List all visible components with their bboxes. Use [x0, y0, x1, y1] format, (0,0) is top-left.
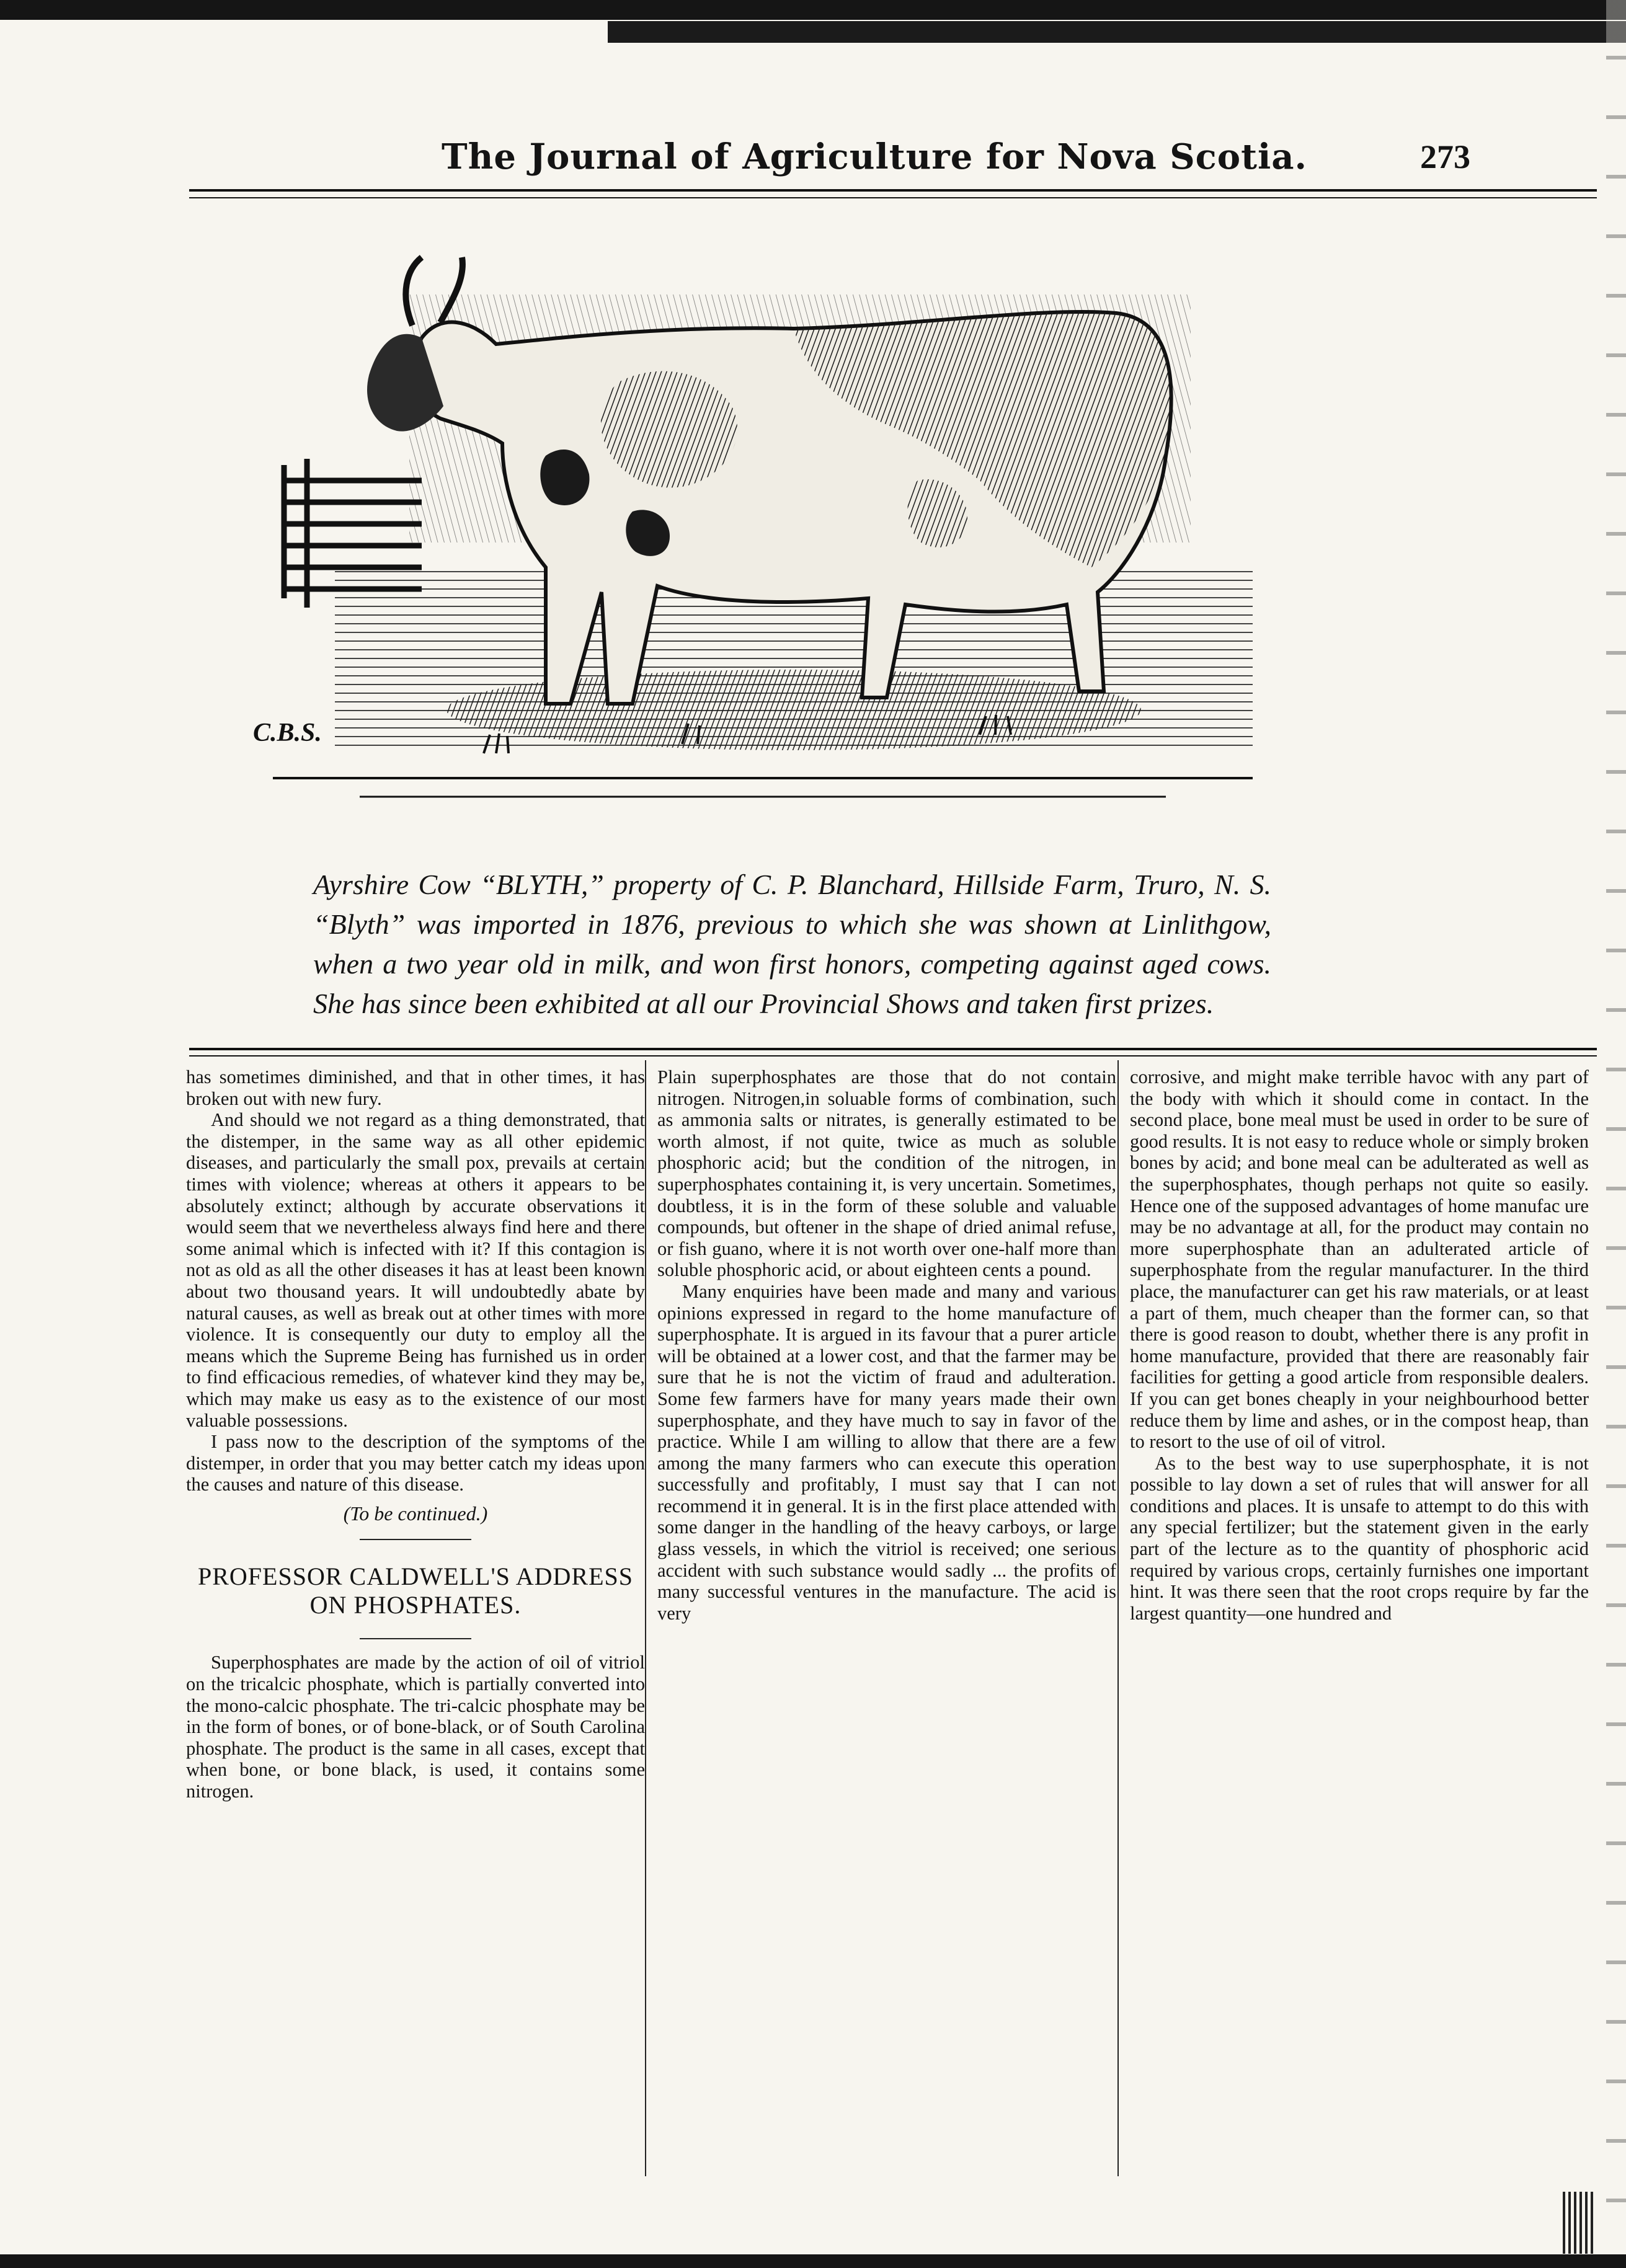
- paragraph: As to the best way to use superphosphate, it is not possible to lay down a set of rules that will answer for all conditions and places. It is unsafe to attempt to do this with any special fertilizer; but the statement given in the early part of the lecture as to the quantity of phosphoric acid required by various crops, certainly furnishes one important hint. It was there seen that the root crops require by far the largest quantity—one hundred and: [1130, 1452, 1589, 1624]
- caption-rule-thin: [189, 1055, 1597, 1056]
- paragraph: And should we not regard as a thing demonstrated, that the distemper, in the same way as all other epidemic diseases, and particularly the small pox, prevails at certain times with violence; whereas at others it appears to be absolutely extinct; although by accurate observations it would seem that we nevertheless always find here and there some animal which is infected with it? If this contagion is not as old as all the other diseases it has at least been known about two thousand years. It will undoubtedly abate by natural causes, as well as break out at other times with more violence. It is consequently our duty to employ all the means which the Supreme Being has furnished us in order to find efficacious remedies, of whatever kind they may be, which may make us easy as to the existence of our most valuable possessions.: [186, 1109, 645, 1431]
- column-1: [186, 1066, 645, 1802]
- column-3: [1130, 1066, 1589, 1624]
- figure-caption: Ayrshire Cow “BLYTH,” property of C. P. Blanchard, Hillside Farm, Truro, N. S. “Blyth” was imported in 1876, previous to which she was shown at Linlithgow, when a two year old in milk, and won first honors, competing against aged cows. She has since been exhibited at all our Provincial Shows and taken first prizes.: [313, 869, 1271, 1019]
- header-rule-thin: [189, 197, 1597, 198]
- scan-border-stripe: [608, 21, 1626, 64]
- paragraph: I pass now to the description of the symptoms of the distemper, in order that you may better catch my ideas upon the causes and nature of this disease.: [186, 1431, 645, 1495]
- section-title: PROFESSOR CALDWELL'S ADDRESS ON PHOSPHATES.: [197, 1562, 633, 1619]
- paragraph: corrosive, and might make terrible havoc with any part of the body with which it should come in contact. In the second place, bone meal must be used in order to be sure of good results. It is not easy to reduce whole or simply broken bones by acid; and bone meal can be adulterated as well as the superphosphates, though perhaps not quite so easily. Hence one of the supposed advantages of home manufac ure may be no advantage at all, for the product may contain no more superphosphate than an adulterated article of superphosphate from the regular manufacturer. In the third place, the manufacturer can get his raw materials, or at least a part of them, much cheaper than the former can, so that there is good reason to doubt, whether there is any profit in home manufacture, provided that there are reasonably fair facilities for getting a good article from responsible dealers. If you can get bones cheaply in your neighbourhood better reduce them by lime and ashes, or in the compost heap, than to resort to the use of oil of vitrol.: [1130, 1066, 1589, 1453]
- continued-note: (To be continued.): [343, 1502, 488, 1525]
- section-rule: [360, 1539, 471, 1540]
- section-rule: [360, 1638, 471, 1639]
- column-2: [657, 1066, 1116, 1624]
- paragraph: has sometimes diminished, and that in other times, it has broken out with new fury.: [186, 1066, 645, 1109]
- paragraph: Many enquiries have been made and many and various opinions expressed in regard to the home manufacture of superphosphate. It is argued in its favour that a purer article will be obtained at a lower cost, and that the farmer may be sure that he is not the victim of fraud and adulteration. Some few farmers have for many years made their own superphosphate, and they have much to say in favor of the practice. While I am willing to allow that there are a few among the many farmers who can execute this operation successfully and profitably, I must say that I can not recommend it in general. It is in the first place attended with some danger in the handling of the heavy carboys, or large glass vessels, in which the vitriol is received; one serious accident with such substance would sadly ... the profits of many successful ventures in the manufacture. The acid is very: [657, 1280, 1116, 1624]
- scan-border-top: [0, 0, 1626, 20]
- running-title: The Journal of Agriculture for Nova Scotia.: [441, 136, 1308, 177]
- paragraph: Superphosphates are made by the action of oil of vitriol on the tricalcic phosphate, which is partially converted into the mono-calcic phosphate. The tri-calcic phosphate may be in the form of bones, or of bone-black, or of South Carolina phosphate. The product is the same in all cases, except that when bone, or bone black, is used, it contains some nitrogen.: [186, 1652, 645, 1802]
- column-divider: [645, 1060, 646, 2176]
- cow-engraving-icon: [236, 220, 1284, 846]
- column-divider: [1117, 1060, 1119, 2176]
- paragraph: Plain superphosphates are those that do not contain nitrogen. Nitrogen,in soluable forms of combination, such as ammonia salts or nitrates, is generally estimated to be worth almost, if not quite, twice as much as soluble phosphoric acid; but the condition of the nitrogen, in superphosphates containing it, is very uncertain. Sometimes, doubtless, it is in the form of these soluble and valuable compounds, but oftener in the shape of dried animal refuse, or fish guano, where it is not worth over one-half more than soluble phosphoric acid, or about eighteen cents a pound.: [657, 1066, 1116, 1281]
- engraver-initials: C.B.S.: [253, 719, 322, 747]
- scan-edge-right: [1606, 0, 1626, 2268]
- scan-border-bottom: [0, 2254, 1626, 2268]
- caption-rule: [189, 1048, 1597, 1050]
- header-rule: [189, 189, 1597, 192]
- page-number: 273: [1420, 138, 1470, 175]
- scan-corner-mark: [1563, 2192, 1594, 2254]
